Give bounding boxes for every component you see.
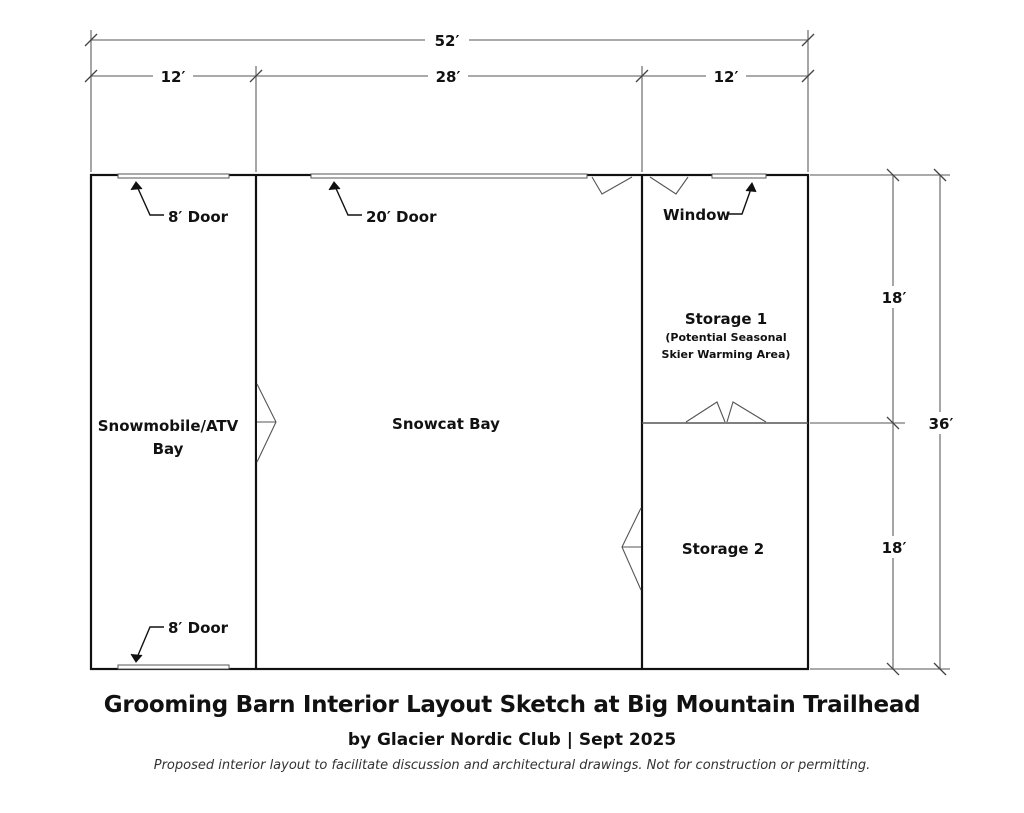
label-door-bottom-left: 8′ Door [168, 619, 229, 637]
door-swing-storage-right [727, 402, 766, 422]
right-width-label: 12′ [713, 68, 739, 86]
room-storage2: Storage 2 [681, 540, 765, 558]
room-storage1-note-line2: Skier Warming Area) [661, 348, 791, 361]
door-top-left [118, 174, 229, 178]
diagram-title: Grooming Barn Interior Layout Sketch at Big Mountain Trailhead [103, 692, 921, 718]
room-snowmobile-line1: Snowmobile/ATV [97, 417, 239, 435]
diagram-disclaimer: Proposed interior layout to facilitate discussion and architectural drawings. Not for construction or permitting. [153, 758, 871, 773]
lower-depth-label: 18′ [881, 539, 907, 557]
left-width-label: 12′ [160, 68, 186, 86]
room-storage1-note-line1: (Potential Seasonal [665, 331, 787, 344]
horizontal-dimensions [85, 30, 814, 172]
room-labels [98, 310, 791, 558]
overall-width-label: 52′ [434, 32, 460, 50]
room-storage1: Storage 1 [684, 310, 768, 328]
room-snowmobile-line2: Bay [152, 440, 184, 458]
vertical-dimensions [810, 169, 956, 675]
window [712, 174, 766, 178]
door-swing-storage1 [650, 177, 688, 194]
overall-depth-label: 36′ [928, 415, 954, 433]
door-swing-left-partition [257, 384, 276, 462]
door-swing-storage2 [622, 508, 641, 590]
door-swing-top-center [592, 177, 632, 194]
door-bottom-left [118, 665, 229, 669]
label-door-center: 20′ Door [366, 208, 437, 226]
door-center [311, 174, 587, 178]
label-window: Window [663, 206, 731, 224]
label-door-top-left: 8′ Door [168, 208, 229, 226]
door-swings [257, 177, 766, 590]
diagram-subtitle: by Glacier Nordic Club | Sept 2025 [347, 730, 677, 750]
upper-depth-label: 18′ [881, 289, 907, 307]
room-snowcat-bay: Snowcat Bay [392, 415, 500, 433]
center-width-label: 28′ [435, 68, 461, 86]
door-swing-storage-left [686, 402, 725, 422]
